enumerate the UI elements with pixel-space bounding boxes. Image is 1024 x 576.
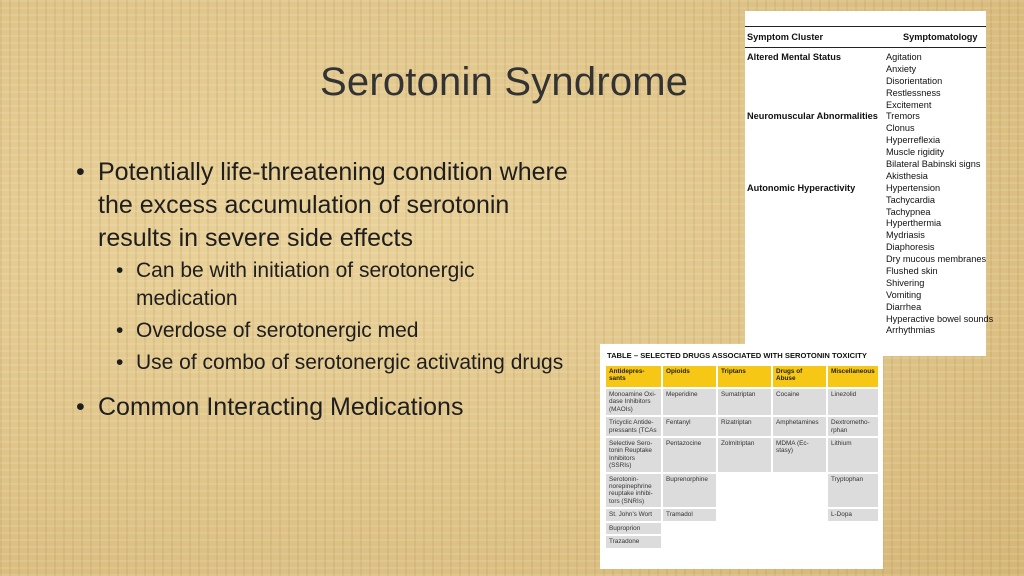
drugs-cell: Dextrometho-rphan [828, 417, 878, 436]
drugs-cell: Zolmitriptan [718, 438, 771, 472]
drugs-cell [773, 523, 826, 534]
cluster-altered-mental-status: Altered Mental Status [747, 52, 841, 62]
drugs-column-header: Miscellaneous [828, 366, 878, 387]
symptom-item: Hypertension [886, 182, 941, 193]
drugs-cell: St. John's Wort [606, 509, 661, 520]
symptom-item: Vomiting [886, 289, 922, 300]
drugs-cell: Fentanyl [663, 417, 716, 436]
table-row [606, 389, 878, 415]
symptom-item: Restlessness [886, 87, 941, 98]
drugs-cell: Meperidine [663, 389, 716, 415]
symptom-item: Tachycardia [886, 194, 936, 205]
symptom-item: Diarrhea [886, 301, 922, 312]
table-row [606, 417, 878, 436]
drugs-cell: Serotonin-norepinephrine reuptake inhibi-tors (SNRIs) [606, 474, 661, 508]
bullet-list [76, 156, 576, 426]
slide-title: Serotonin Syndrome [320, 60, 689, 104]
drugs-cell: L-Dopa [828, 509, 878, 520]
drugs-table-title: TABLE – SELECTED DRUGS ASSOCIATED WITH SEROTONIN TOXICITY [607, 351, 867, 360]
symptom-item: Hyperactive bowel sounds [886, 313, 994, 324]
drugs-cell: Linezolid [828, 389, 878, 415]
header-symptomatology: Symptomatology [903, 32, 978, 42]
drugs-cell: Tryptophan [828, 474, 878, 508]
drugs-cell [663, 536, 716, 547]
drugs-cell: Rizatriptan [718, 417, 771, 436]
drugs-cell: Selective Sero-tonin Reuptake Inhibitors (SSRIs) [606, 438, 661, 472]
drugs-cell: Tramadol [663, 509, 716, 520]
drugs-cell: Pentazocine [663, 438, 716, 472]
symptom-item: Anxiety [886, 63, 917, 74]
drugs-cell: Tricyclic Antide-pressants (TCAs [606, 417, 661, 436]
drugs-column-header: Drugs of Abuse [773, 366, 826, 387]
drugs-cell [663, 523, 716, 534]
bullet-interacting-medications: • Common Interacting Medications [76, 391, 576, 424]
drugs-cell: MDMA (Ec-stasy) [773, 438, 826, 472]
drugs-column-header: Antidepres-sants [606, 366, 661, 387]
symptom-item: Mydriasis [886, 230, 925, 241]
drugs-cell: Amphetamines [773, 417, 826, 436]
symptom-item: Disorientation [886, 75, 943, 86]
symptom-item: Arrhythmias [886, 325, 936, 336]
drugs-cell [718, 536, 771, 547]
drugs-cell [773, 474, 826, 508]
symptom-item: Tachypnea [886, 206, 931, 217]
sub-bullet-initiation: • Can be with initiation of serotonergic medication [76, 257, 576, 313]
drugs-cell [828, 536, 878, 547]
symptom-table-header [745, 26, 986, 48]
drugs-cell [718, 523, 771, 534]
header-symptom-cluster: Symptom Cluster [747, 32, 824, 42]
drugs-cell: Buprenorphine [663, 474, 716, 508]
drugs-cell [773, 509, 826, 520]
drugs-cell [718, 509, 771, 520]
drugs-cell: Cocaine [773, 389, 826, 415]
bullet-definition: • Potentially life-threatening condition where the excess accumulation of serotonin results in severe side effects [76, 156, 576, 255]
symptom-item: Diaphoresis [886, 242, 935, 253]
table-row [606, 438, 878, 472]
cluster-neuromuscular: Neuromuscular Abnormalities [747, 111, 878, 121]
symptom-item: Agitation [886, 52, 922, 62]
drugs-cell [828, 523, 878, 534]
sub-bullet-combo: • Use of combo of serotonergic activating drugs [76, 349, 576, 377]
drugs-cell [718, 474, 771, 508]
drugs-table-panel [600, 344, 883, 569]
symptom-item: Excitement [886, 99, 932, 110]
symptom-item: Dry mucous membranes [886, 254, 987, 265]
symptom-item: Akisthesia [886, 170, 928, 181]
symptom-item: Shivering [886, 277, 925, 288]
drugs-cell: Sumatriptan [718, 389, 771, 415]
sub-bullet-overdose: • Overdose of serotonergic med [76, 317, 576, 345]
drugs-column-header: Opioids [663, 366, 716, 387]
table-row [606, 509, 878, 520]
drugs-cell: Buproprion [606, 523, 661, 534]
table-row [606, 536, 878, 547]
drugs-cell: Monoamine Oxi-dase Inhibitors (MAOIs) [606, 389, 661, 415]
drugs-table [604, 364, 880, 550]
symptom-item: Bilateral Babinski signs [886, 159, 981, 170]
table-row [606, 474, 878, 508]
symptom-item: Muscle rigidity [886, 147, 945, 158]
symptom-item: Flushed skin [886, 266, 938, 277]
symptom-item: Hyperthermia [886, 218, 942, 229]
symptom-list [886, 52, 993, 337]
symptom-item: Tremors [886, 111, 920, 122]
drugs-cell: Lithium [828, 438, 878, 472]
table-row [606, 523, 878, 534]
drugs-cell [773, 536, 826, 547]
symptom-item: Hyperreflexia [886, 135, 941, 146]
cluster-autonomic: Autonomic Hyperactivity [747, 183, 856, 193]
drugs-cell: Trazadone [606, 536, 661, 547]
symptom-item: Clonus [886, 123, 915, 134]
drugs-column-header: Triptans [718, 366, 771, 387]
symptom-table [745, 11, 994, 356]
